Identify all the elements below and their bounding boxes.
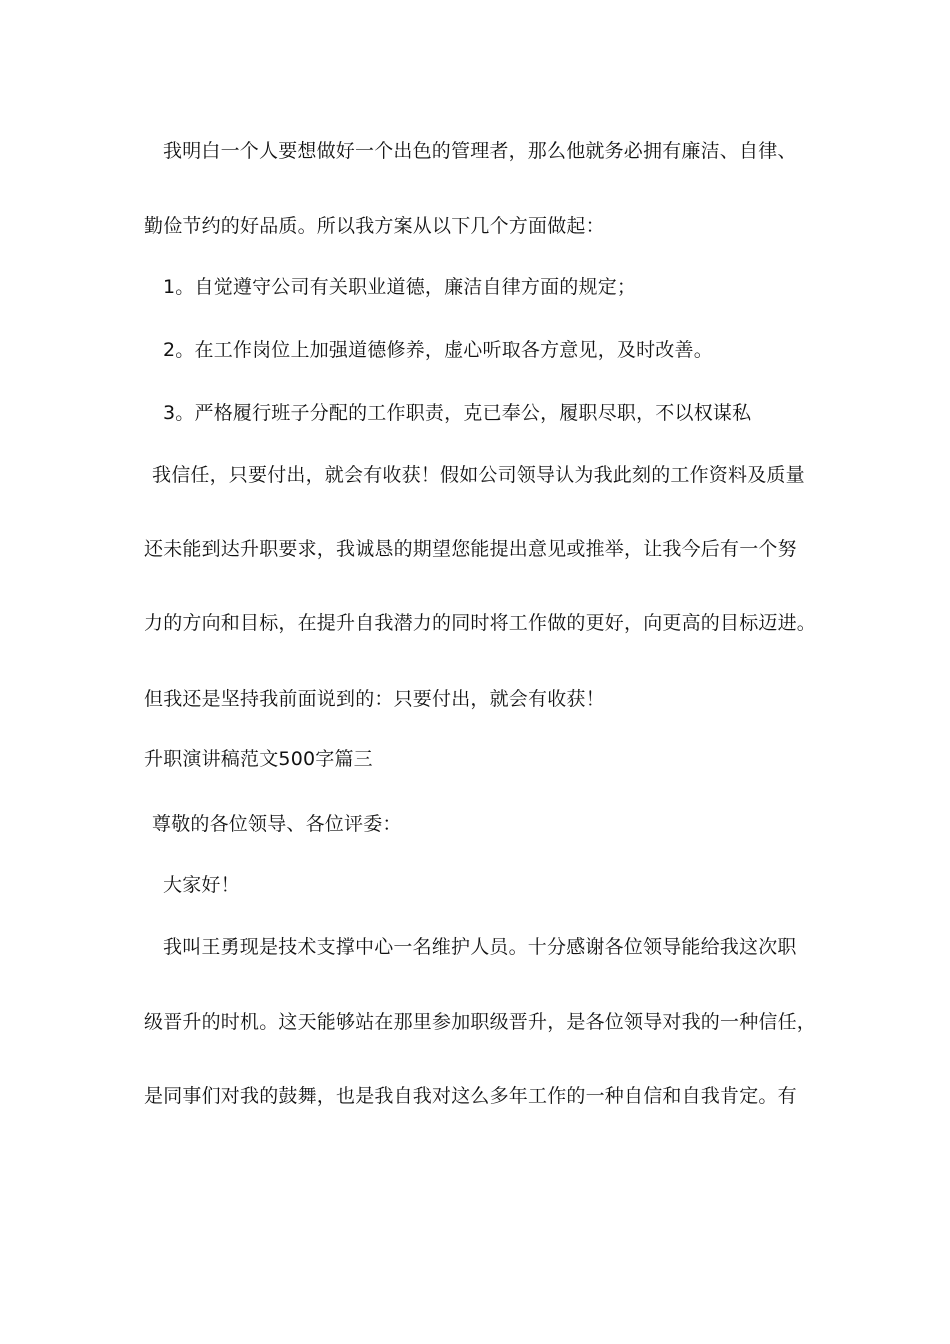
salutation: 尊敬的各位领导、各位评委： [152, 813, 402, 835]
paragraph-line: 力的方向和目标，在提升自我潜力的同时将工作做的更好，向更高的目标迈进。 [144, 612, 817, 634]
list-item-1: 1。自觉遵守公司有关职业道德，廉洁自律方面的规定； [163, 276, 637, 298]
paragraph-line: 级晋升的时机。这天能够站在那里参加职级晋升，是各位领导对我的一种信任， [144, 1011, 817, 1033]
paragraph-line: 勤俭节约的好品质。所以我方案从以下几个方面做起： [144, 215, 605, 237]
paragraph-line: 还未能到达升职要求，我诚恳的期望您能提出意见或推举，让我今后有一个努 [144, 538, 797, 560]
section-heading: 升职演讲稿范文500字篇三 [144, 748, 373, 770]
paragraph-line: 我明白一个人要想做好一个出色的管理者，那么他就务必拥有廉洁、自律、 [163, 140, 797, 162]
list-item-2: 2。在工作岗位上加强道德修养，虚心听取各方意见，及时改善。 [163, 339, 713, 361]
greeting: 大家好！ [163, 874, 240, 896]
paragraph-line: 我信任，只要付出，就会有收获！假如公司领导认为我此刻的工作资料及质量 [152, 464, 805, 486]
paragraph-line: 但我还是坚持我前面说到的：只要付出，就会有收获！ [144, 688, 605, 710]
list-item-3: 3。严格履行班子分配的工作职责，克已奉公，履职尽职，不以权谋私 [163, 402, 752, 424]
paragraph-line: 我叫王勇现是技术支撑中心一名维护人员。十分感谢各位领导能给我这次职 [163, 936, 797, 958]
paragraph-line: 是同事们对我的鼓舞，也是我自我对这么多年工作的一种自信和自我肯定。有 [144, 1085, 797, 1107]
